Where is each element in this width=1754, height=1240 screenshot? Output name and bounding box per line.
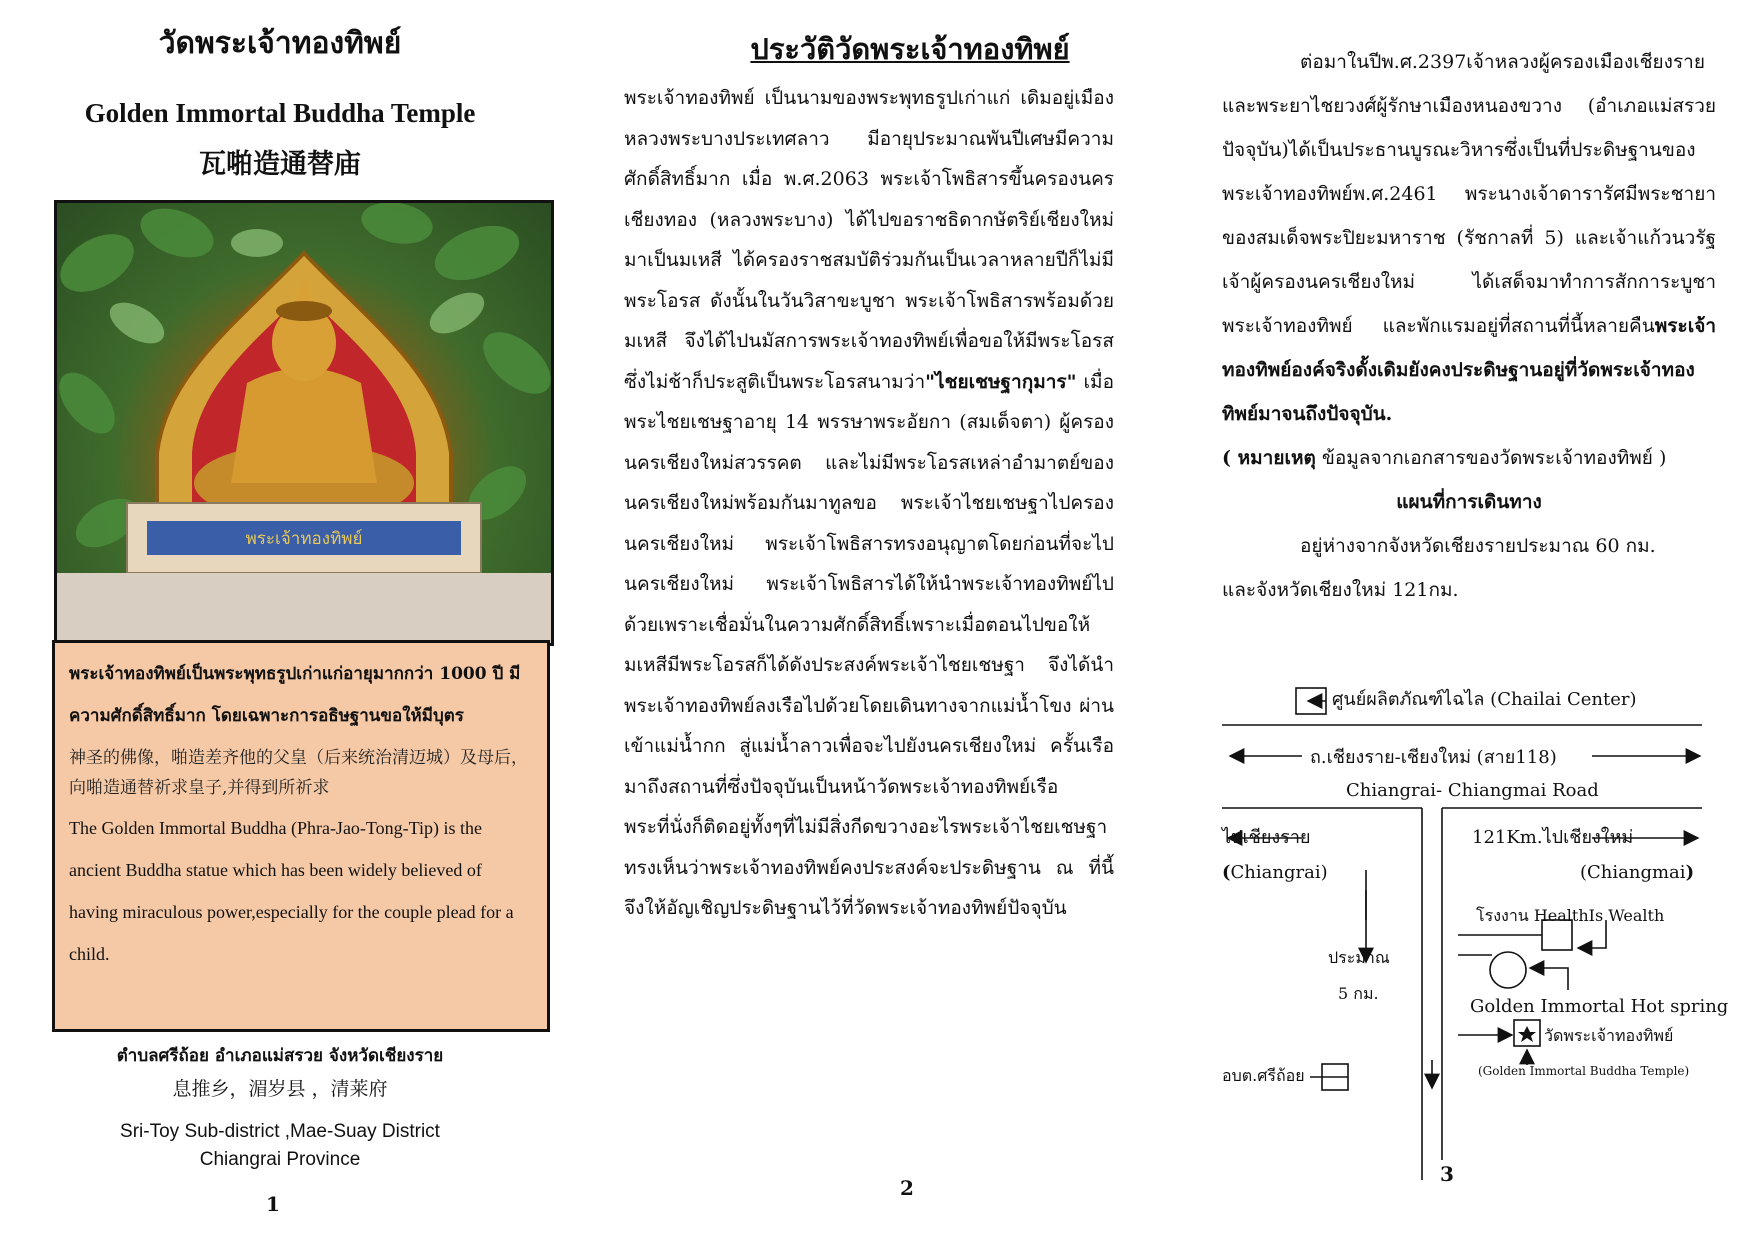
photo-label: พระเจ้าทองทิพย์: [245, 529, 363, 549]
address-chinese: 息推乡，湄岁县 ，清莱府: [172, 1078, 388, 1100]
address-english-line-1: Sri-Toy Sub-district ,Mae-Suay District: [120, 1121, 440, 1142]
map-factory: โรงงาน HealthIs Wealth: [1476, 906, 1665, 925]
map-hot-spring: Golden Immortal Hot spring: [1470, 996, 1729, 1017]
history-continued-text: ต่อมาในปีพ.ศ.2397เจ้าหลวงผู้ครองเมืองเชียงราย และพระยาไชยวงศ์ผู้รักษาเมืองหนองขวาง (อำเภอแม่สรวยปัจจุบัน)ได้เป็นประธานบูรณะวิหารซึ่งเป็นที่ประดิษฐานของพระเจ้าทองทิพย์พ.ศ.2461 พระนางเจ้าดารารัศมีพระชายาของสมเด็จพระปิยะมหาราช (รัชกาลที่ 5) และเจ้าแก้วนวรัฐเจ้าผู้ครองนครเชียงใหม่ ได้เสด็จมาทำการสักการะบูชาพระเจ้าทองทิพย์ และพักแรมอยู่ที่สถานที่นี้หลายคืน: [1222, 51, 1716, 337]
travel-map: [1222, 680, 1729, 1180]
distance-line-1: อยู่ห่างจากจังหวัดเชียงรายประมาณ 60 กม.: [1300, 535, 1656, 557]
address-english-line-2: Chiangrai Province: [199, 1149, 361, 1170]
page-number-1: 1: [266, 1192, 280, 1216]
info-english: The Golden Immortal Buddha (Phra-Jao-Tong-Tip) is the ancient Buddha statue which has been widely believed of having miraculous power,especially for the couple plead for a child.: [69, 818, 514, 964]
map-to-chiangrai-english: Chiangrai): [1230, 862, 1328, 883]
map-road-english: Chiangrai- Chiangmai Road: [1346, 780, 1599, 801]
map-to-chiangrai-en: [1222, 862, 1328, 883]
page-title-thai: วัดพระเจ้าทองทิพย์: [158, 26, 402, 61]
note-label: ( หมายเหตุ: [1222, 447, 1316, 469]
map-to-chiangmai-paren: ): [1685, 862, 1695, 883]
history-title: ประวัติวัดพระเจ้าทองทิพย์: [750, 32, 1070, 66]
distance-line-2: และจังหวัดเชียงใหม่ 121กม.: [1222, 579, 1459, 601]
map-temple-thai: วัดพระเจ้าทองทิพย์: [1544, 1026, 1674, 1045]
temple-marker-icon: [1518, 1026, 1536, 1042]
history-text-1: พระเจ้าทองทิพย์ เป็นนามของพระพุทธรูปเก่าแก่ เดิมอยู่เมืองหลวงพระบางประเทศลาว มีอายุประมาณพันปีเศษมีความศักดิ์สิทธิ์มาก เมื่อ พ.ศ.2063 พระเจ้าโพธิสารขึ้นครองนครเชียงทอง (หลวงพระบาง) ได้ไปขอราชธิดากษัตริย์เชียงใหม่มาเป็นมเหสี ได้ครองราชสมบัติร่วมกันเป็นเวลาหลายปีก็ไม่มีพระโอรส ดังนั้นในวันวิสาขะบูชา พระเจ้าโพธิสารพร้อมด้วยมเหสี จึงได้ไปนมัสการพระเจ้าทองทิพย์เพื่อขอให้มีพระโอรส ซึ่งไม่ช้าก็ประสูติเป็นพระโอรสนามว่า: [624, 87, 1114, 393]
page-number-3: 3: [1440, 1162, 1454, 1186]
history-body: [624, 78, 1114, 929]
map-to-chiangmai-en: [1580, 862, 1694, 883]
map-to-chiangmai-thai: 121Km.ไปเชียงใหม่: [1472, 827, 1634, 848]
map-to-chiangrai-paren: (: [1222, 862, 1231, 883]
history-text-2: เมื่อพระไชยเชษฐาอายุ 14 พรรษาพระอัยกา (สมเด็จตา) ผู้ครองนครเชียงใหม่สวรรคต และไม่มีพระโอรสเหล่าอำมาตย์ของนครเชียงใหม่พร้อมกันมาทูลขอ พระเจ้าไชยเชษฐาไปครองนครเชียงใหม่ พระเจ้าโพธิสารทรงอนุญาตโดยก่อนที่จะไปนครเชียงใหม่ พระเจ้าโพธิสารได้ให้นำพระเจ้าทองทิพย์ไปด้วยเพราะเชื่อมั่นในความศักดิ์สิทธิ์เพราะเมื่อตอนไปขอให้มเหสีมีพระโอรสก็ได้ดังประสงค์พระเจ้าไชยเชษฐา จึงได้นำพระเจ้าทองทิพย์ลงเรือไปด้วยโดยเดินทางจากแม่น้ำโขง ผ่านเข้าแม่น้ำกก สู่แม่น้ำลาวเพื่อจะไปยังนครเชียงใหม่ ครั้นเรือมาถึงสถานที่ซึ่งปัจจุบันเป็นหน้าวัดพระเจ้าทองทิพย์เรือพระที่นั่งก็ติดอยู่ทั้งๆที่ไม่มีสิ่งกีดขวางอะไรพระเจ้าไชยเชษฐา ทรงเห็นว่าพระเจ้าทองทิพย์คงประสงค์จะประดิษฐาน ณ ที่นี้ จึงให้อัญเชิญประดิษฐานไว้ที่วัดพระเจ้าทองทิพย์ปัจจุบัน: [624, 370, 1114, 919]
buddha-photo: [54, 200, 554, 646]
map-to-chiangrai-thai: ไปเชียงราย: [1222, 827, 1311, 848]
info-box: [52, 640, 550, 1032]
info-thai: พระเจ้าทองทิพย์เป็นพระพุทธรูปเก่าแก่อายุมากกว่า 1000 ปี มีความศักดิ์สิทธิ์มาก โดยเฉพาะการอธิษฐานขอให้มีบุตร: [69, 664, 521, 726]
map-heading: แผนที่การเดินทาง: [1396, 491, 1542, 513]
map-road-thai: ถ.เชียงราย-เชียงใหม่ (สาย118): [1310, 747, 1557, 768]
info-chinese: 神圣的佛像，啪造差齐他的父皇（后来统治清迈城）及母后，向啪造通替祈求皇子,并得到所祈求: [69, 748, 528, 798]
map-to-chiangmai-english: (Chiangmai: [1580, 862, 1686, 883]
map-temple-english: (Golden Immortal Buddha Temple): [1478, 1064, 1690, 1078]
buddha-illustration: [57, 203, 551, 643]
history-continued-bold: พระเจ้าทองทิพย์องค์จริงดั้งเดิมยังคงประดิษฐานอยู่ที่วัดพระเจ้าทองทิพย์มาจนถึงปัจจุบัน.: [1222, 315, 1716, 425]
page-title-chinese: 瓦啪造通替庙: [199, 149, 361, 180]
address-thai: ตำบลศรีถ้อย อำเภอแม่สรวย จังหวัดเชียงราย: [116, 1046, 444, 1066]
map-sao: อบต.ศรีถ้อย: [1222, 1066, 1305, 1085]
prince-name: "ไชยเชษฐากุมาร": [925, 370, 1077, 393]
page-title-english: Golden Immortal Buddha Temple: [84, 98, 476, 128]
address-english: [0, 1118, 560, 1174]
map-chailai: ศูนย์ผลิตภัณฑ์ไฉไล (Chailai Center): [1332, 689, 1637, 710]
note-text: ข้อมูลจากเอกสารของวัดพระเจ้าทองทิพย์ ): [1315, 447, 1667, 469]
page-number-2: 2: [900, 1176, 914, 1200]
history-continued: [1222, 40, 1716, 612]
map-approx-km: 5 กม.: [1338, 984, 1379, 1003]
map-approx: ประมาณ: [1328, 948, 1390, 967]
